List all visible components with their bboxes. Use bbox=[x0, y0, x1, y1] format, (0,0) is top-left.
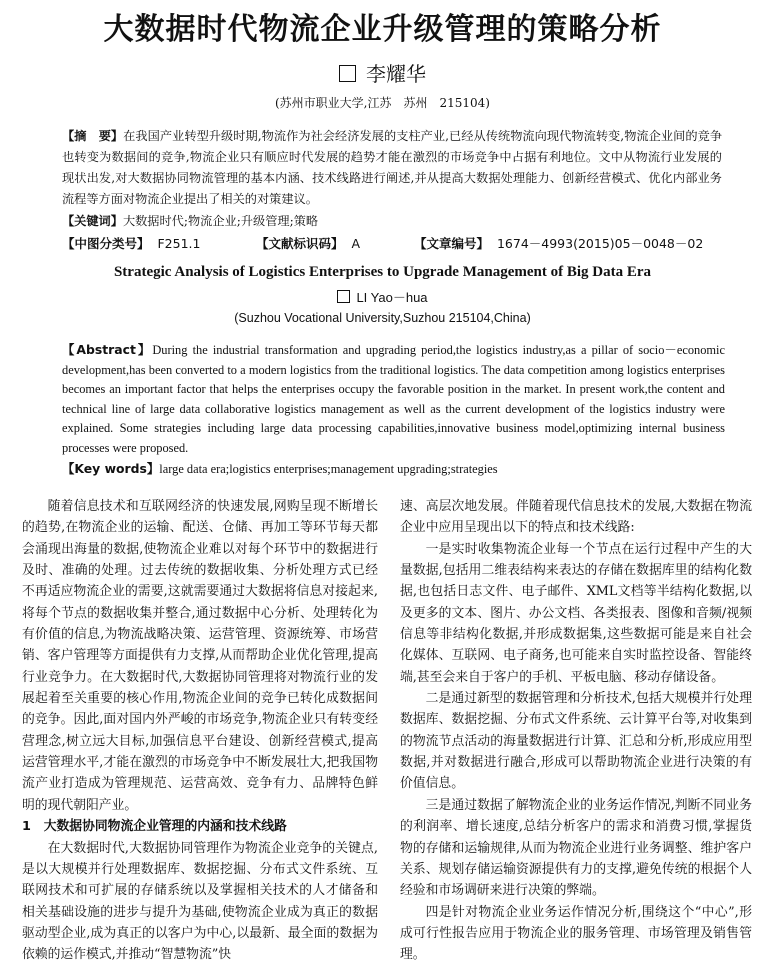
keywords-label: 【关键词】 bbox=[62, 214, 123, 228]
english-affiliation: (Suzhou Vocational University,Suzhou 215104,China) bbox=[234, 311, 531, 325]
body-paragraph: 随着信息技术和互联网经济的快速发展,网购呈现不断增长的趋势,在物流企业的运输、配送、仓储、再加工等环节每天都会涌现出海量的数据,使物流企业难以对每个环节中的数据进行及时、准确的处理。过去传统的数据收集、分析处理方式已经不再适应物流企业的需要,这就需要通过大数据将信息对接起来,将每个节点的数据收集并整合,通过数据中心分析、处理转化为有价值的信息,为物流战略决策、运营管理、资源统筹、市场营销、客户管理等方面提供有力支撑,从而帮助企业优化管理,提高行业竞争力。在大数据时代,大数据协同管理将对物流行业的发展起着至关重要的核心作用,物流企业间的竞争已转化成数据间的竞争。因此,面对国内外严峻的市场竞争,物流企业只有转变经营理念,树立远大目标,加强信息平台建设、创新经营模式,提高运营管理水平,才能在激烈的市场竞争中不断发展壮大,把我国物流产业打造成为管理规范、运营高效、竞争有力、品牌特色鲜明的现代朝阳产业。 bbox=[22, 499, 378, 813]
section-heading: 1 大数据协同物流企业管理的内涵和技术线路 bbox=[22, 819, 287, 835]
page-title: 大数据时代物流企业升级管理的策略分析 bbox=[103, 12, 662, 47]
body-paragraph: 二是通过新型的数据管理和分析技术,包括大规模并行处理数据库、数据挖掘、分布式文件系统、云计算平台等,对收集到的物流节点活动的海量数据进行计算、汇总和分析,形成应用型数据,并对数据进行融合,形成可以帮助物流企业进行决策的有价值信息。 bbox=[400, 691, 752, 792]
doc-code-label: 【文献标识码】 bbox=[256, 236, 344, 251]
english-author-box-icon bbox=[337, 290, 350, 303]
author bbox=[0, 58, 765, 87]
body-paragraph: 在大数据时代,大数据协同管理作为物流企业竞争的关键点,是以大规模并行处理数据库、数据挖掘、分布式文件系统、互联网技术和可扩展的存储系统以及掌握相关技术的人才储备和相关基础设施的进步与提升为基础,使物流企业成为真正的数据驱动型企业,成为真正的以客户为中心,以最新、最全面的数据为依赖的运作模式,并推动“智慧物流”快 bbox=[22, 840, 378, 963]
doc-code-value: A bbox=[351, 236, 361, 251]
body-paragraph: 四是针对物流企业业务运作情况分析,围绕这个“中心”,形成可行性报告应用于物流企业的服务管理、市场管理及销售管理。 bbox=[400, 904, 752, 963]
article-no-label: 【文章编号】 bbox=[414, 236, 490, 251]
english-abstract-text: During the industrial transformation and upgrading period,the logistics industry,as a pillar of socio－economic development,has been converted to a modern logistics from the traditional logistics. The data competition among logistics enterprises becomes an important factor that helps the enterprises occupy the favorable position in the market. In present work,the content and technical line of large data collaborative logistics management as well as the current development of the logistics industry were explained. Some strategies including large data processing capabilities,innovative business model,optimizing internal business processes were proposed. bbox=[62, 343, 725, 455]
affiliation: (苏州市职业大学,江苏 苏州 215104) bbox=[275, 96, 490, 110]
author-box-icon bbox=[339, 65, 356, 82]
clc-value: F251.1 bbox=[157, 236, 201, 251]
article-no-value: 1674－4993(2015)05－0048－02 bbox=[496, 236, 704, 251]
english-abstract-label: 【Abstract】 bbox=[62, 342, 153, 357]
keywords-text: 大数据时代;物流企业;升级管理;策略 bbox=[122, 214, 319, 228]
body-paragraph: 三是通过数据了解物流企业的业务运作情况,判断不同业务的利润率、增长速度,总结分析客户的需求和消费习惯,掌握货物的存储和运输规律,从而为物流企业进行业务调整、维护客户关系、规划存储运输资源提供有力的支撑,避免传统的根据个人经验和市场调研来进行决策的弊端。 bbox=[400, 797, 752, 899]
body-right-column bbox=[400, 496, 752, 966]
english-keywords-label: 【Key words】 bbox=[62, 461, 160, 476]
doc-code bbox=[256, 234, 360, 252]
abstract-text: 在我国产业转型升级时期,物流作为社会经济发展的支柱产业,已经从传统物流向现代物流转变,物流企业间的竞争也转变为数据间的竞争,物流企业只有顺应时代发展的趋势才能在激烈的市场竞争中占据有利地位。文中从物流行业发展的现状出发,对大数据协同物流管理的基本内涵、技术线路进行阐述,并从提高大数据处理能力、创新经营模式、优化内部业务流程等方面对物流企业提出了相关的对策建议。 bbox=[62, 129, 723, 206]
english-title: Strategic Analysis of Logistics Enterprises to Upgrade Management of Big Data Era bbox=[113, 264, 652, 280]
abstract-label: 【摘 要】 bbox=[62, 129, 124, 143]
clc bbox=[62, 234, 200, 252]
english-author-name: LI Yao－hua bbox=[356, 290, 428, 305]
english-keywords bbox=[62, 459, 725, 477]
body-paragraph: 速、高层次地发展。伴随着现代信息技术的发展,大数据在物流企业中应用呈现出以下的特点和技术线路: bbox=[400, 499, 752, 536]
english-abstract bbox=[62, 340, 725, 458]
author-name: 李耀华 bbox=[366, 62, 426, 86]
article-no bbox=[414, 234, 703, 252]
english-author bbox=[0, 287, 765, 306]
body-paragraph: 一是实时收集物流企业每一个节点在运行过程中产生的大量数据,包括用二维表结构来表达的存储在数据库里的结构化数据,也包括日志文件、电子邮件、XML文档等半结构化数据,以及更多的文本、图片、办公文档、各类报表、图像和音频/视频信息等非结构化数据,并形成数据集,这些数据可能是来自社会化媒体、互联网、电子商务,也可能来自实时监控设备、智能终端,甚至会来自于客户的手机、平板电脑、移动存储设备。 bbox=[400, 541, 752, 685]
classification-line bbox=[62, 234, 722, 254]
body-left-column bbox=[22, 496, 378, 966]
keywords bbox=[62, 211, 722, 232]
english-keywords-text: large data era;logistics enterprises;management upgrading;strategies bbox=[159, 462, 498, 476]
clc-label: 【中图分类号】 bbox=[62, 236, 150, 251]
abstract bbox=[62, 126, 722, 210]
